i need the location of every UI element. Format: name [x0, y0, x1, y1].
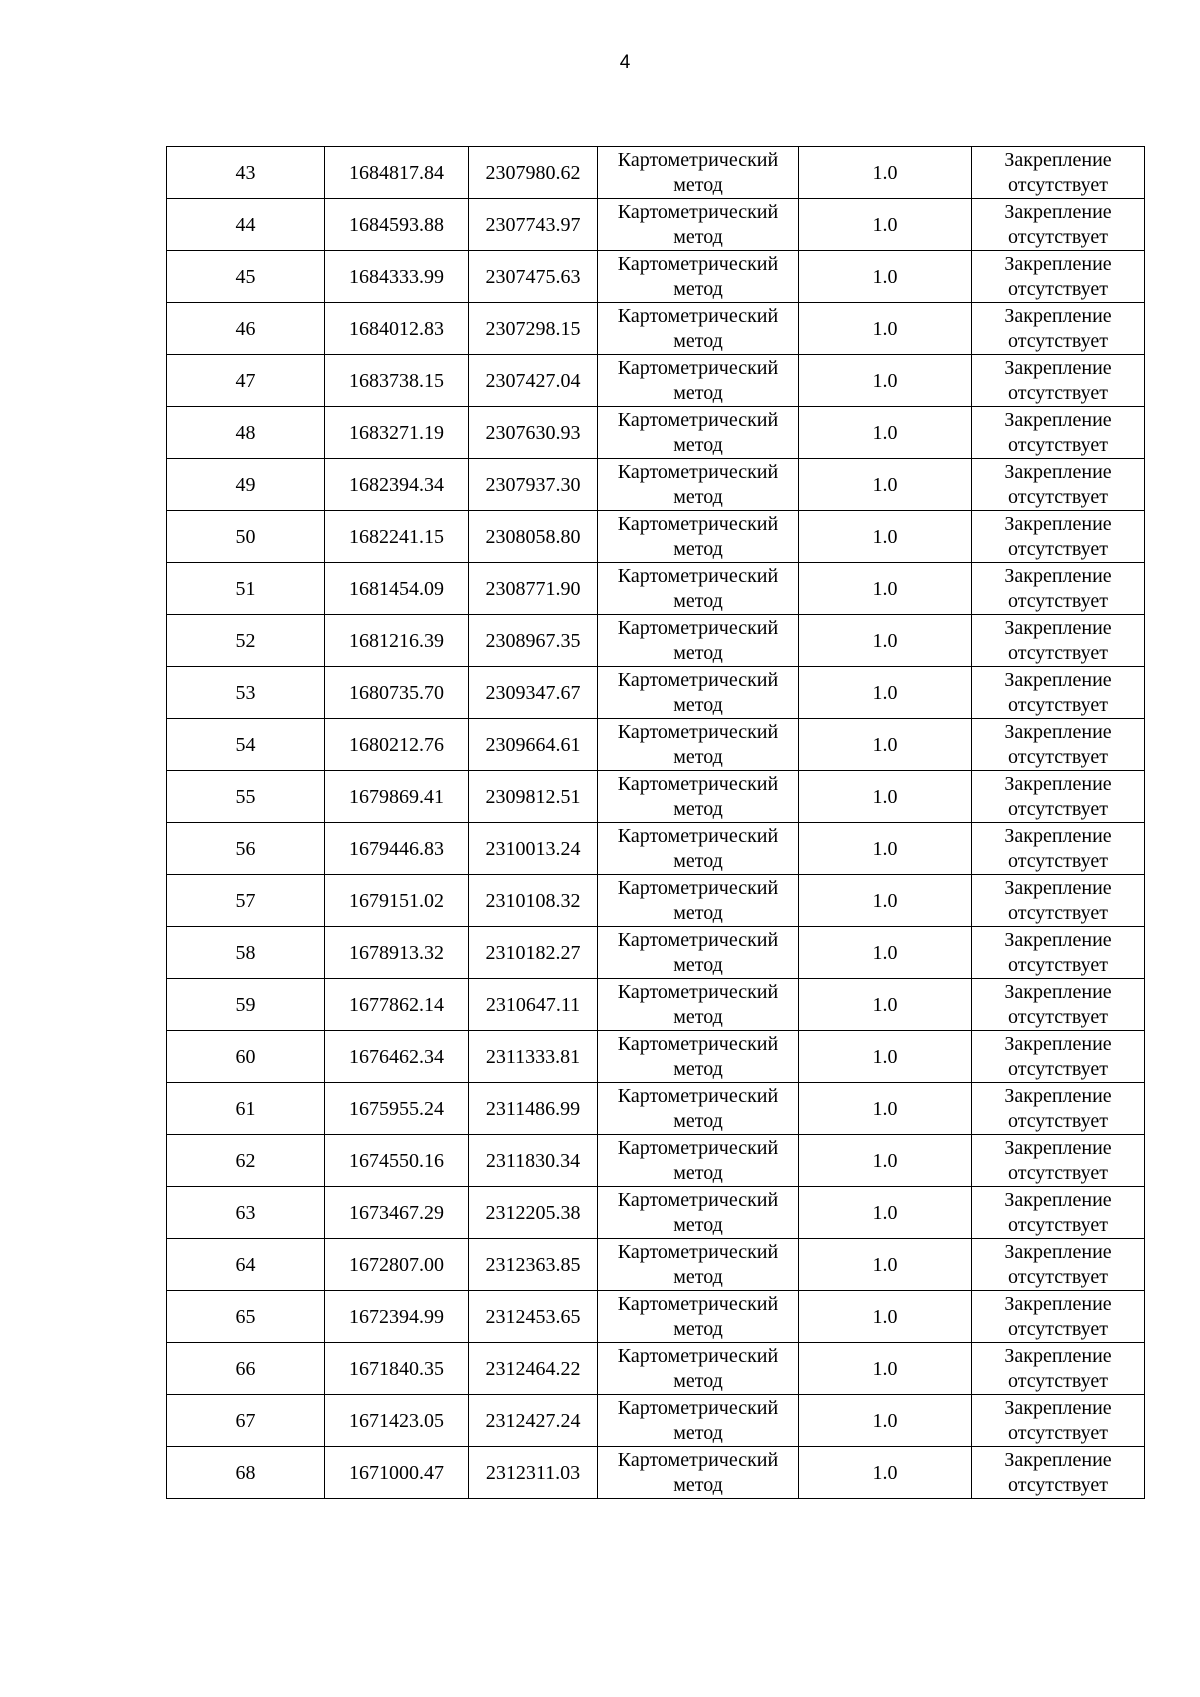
fixing-cell: Закрепление отсутствует — [972, 823, 1145, 875]
fixing-cell: Закрепление отсутствует — [972, 667, 1145, 719]
point-number-cell: 61 — [167, 1083, 325, 1135]
table-row — [167, 511, 1145, 563]
error-cell: 1.0 — [799, 147, 972, 199]
x-coordinate-cell: 1680212.76 — [325, 719, 469, 771]
table-row — [167, 563, 1145, 615]
error-cell: 1.0 — [799, 1083, 972, 1135]
error-cell: 1.0 — [799, 1447, 972, 1499]
method-cell: Картометрический метод — [598, 511, 799, 563]
fixing-cell: Закрепление отсутствует — [972, 147, 1145, 199]
error-cell: 1.0 — [799, 927, 972, 979]
x-coordinate-cell: 1681216.39 — [325, 615, 469, 667]
method-cell: Картометрический метод — [598, 1343, 799, 1395]
x-coordinate-cell: 1680735.70 — [325, 667, 469, 719]
y-coordinate-cell: 2307298.15 — [469, 303, 598, 355]
x-coordinate-cell: 1684012.83 — [325, 303, 469, 355]
method-cell: Картометрический метод — [598, 199, 799, 251]
x-coordinate-cell: 1672394.99 — [325, 1291, 469, 1343]
fixing-cell: Закрепление отсутствует — [972, 1083, 1145, 1135]
point-number-cell: 60 — [167, 1031, 325, 1083]
method-cell: Картометрический метод — [598, 355, 799, 407]
method-cell: Картометрический метод — [598, 1395, 799, 1447]
point-number-cell: 57 — [167, 875, 325, 927]
point-number-cell: 50 — [167, 511, 325, 563]
x-coordinate-cell: 1673467.29 — [325, 1187, 469, 1239]
x-coordinate-cell: 1675955.24 — [325, 1083, 469, 1135]
fixing-cell: Закрепление отсутствует — [972, 615, 1145, 667]
method-cell: Картометрический метод — [598, 1291, 799, 1343]
table-row — [167, 251, 1145, 303]
error-cell: 1.0 — [799, 823, 972, 875]
fixing-cell: Закрепление отсутствует — [972, 355, 1145, 407]
y-coordinate-cell: 2307427.04 — [469, 355, 598, 407]
method-cell: Картометрический метод — [598, 459, 799, 511]
x-coordinate-cell: 1676462.34 — [325, 1031, 469, 1083]
point-number-cell: 62 — [167, 1135, 325, 1187]
table-row — [167, 199, 1145, 251]
method-cell: Картометрический метод — [598, 927, 799, 979]
fixing-cell: Закрепление отсутствует — [972, 1447, 1145, 1499]
fixing-cell: Закрепление отсутствует — [972, 875, 1145, 927]
y-coordinate-cell: 2311830.34 — [469, 1135, 598, 1187]
error-cell: 1.0 — [799, 303, 972, 355]
point-number-cell: 68 — [167, 1447, 325, 1499]
fixing-cell: Закрепление отсутствует — [972, 1187, 1145, 1239]
fixing-cell: Закрепление отсутствует — [972, 1031, 1145, 1083]
table-row — [167, 1187, 1145, 1239]
y-coordinate-cell: 2310647.11 — [469, 979, 598, 1031]
page-number: 4 — [619, 52, 631, 73]
point-number-cell: 52 — [167, 615, 325, 667]
method-cell: Картометрический метод — [598, 147, 799, 199]
error-cell: 1.0 — [799, 667, 972, 719]
x-coordinate-cell: 1679151.02 — [325, 875, 469, 927]
coordinates-table — [166, 146, 1145, 1499]
fixing-cell: Закрепление отсутствует — [972, 927, 1145, 979]
fixing-cell: Закрепление отсутствует — [972, 199, 1145, 251]
method-cell: Картометрический метод — [598, 719, 799, 771]
point-number-cell: 51 — [167, 563, 325, 615]
point-number-cell: 46 — [167, 303, 325, 355]
fixing-cell: Закрепление отсутствует — [972, 511, 1145, 563]
method-cell: Картометрический метод — [598, 407, 799, 459]
y-coordinate-cell: 2310108.32 — [469, 875, 598, 927]
fixing-cell: Закрепление отсутствует — [972, 979, 1145, 1031]
y-coordinate-cell: 2311486.99 — [469, 1083, 598, 1135]
y-coordinate-cell: 2307937.30 — [469, 459, 598, 511]
y-coordinate-cell: 2311333.81 — [469, 1031, 598, 1083]
error-cell: 1.0 — [799, 459, 972, 511]
error-cell: 1.0 — [799, 771, 972, 823]
table-row — [167, 771, 1145, 823]
method-cell: Картометрический метод — [598, 1083, 799, 1135]
y-coordinate-cell: 2312363.85 — [469, 1239, 598, 1291]
table-row — [167, 1395, 1145, 1447]
fixing-cell: Закрепление отсутствует — [972, 719, 1145, 771]
x-coordinate-cell: 1679446.83 — [325, 823, 469, 875]
x-coordinate-cell: 1679869.41 — [325, 771, 469, 823]
error-cell: 1.0 — [799, 1187, 972, 1239]
point-number-cell: 48 — [167, 407, 325, 459]
table-row — [167, 407, 1145, 459]
table-row — [167, 875, 1145, 927]
fixing-cell: Закрепление отсутствует — [972, 1291, 1145, 1343]
y-coordinate-cell: 2308771.90 — [469, 563, 598, 615]
point-number-cell: 59 — [167, 979, 325, 1031]
error-cell: 1.0 — [799, 251, 972, 303]
error-cell: 1.0 — [799, 615, 972, 667]
error-cell: 1.0 — [799, 719, 972, 771]
fixing-cell: Закрепление отсутствует — [972, 407, 1145, 459]
table-row — [167, 719, 1145, 771]
point-number-cell: 43 — [167, 147, 325, 199]
fixing-cell: Закрепление отсутствует — [972, 1135, 1145, 1187]
method-cell: Картометрический метод — [598, 1135, 799, 1187]
point-number-cell: 53 — [167, 667, 325, 719]
y-coordinate-cell: 2307630.93 — [469, 407, 598, 459]
fixing-cell: Закрепление отсутствует — [972, 563, 1145, 615]
error-cell: 1.0 — [799, 1395, 972, 1447]
x-coordinate-cell: 1682394.34 — [325, 459, 469, 511]
method-cell: Картометрический метод — [598, 667, 799, 719]
fixing-cell: Закрепление отсутствует — [972, 1239, 1145, 1291]
x-coordinate-cell: 1677862.14 — [325, 979, 469, 1031]
method-cell: Картометрический метод — [598, 1187, 799, 1239]
table-row — [167, 303, 1145, 355]
table-row — [167, 459, 1145, 511]
y-coordinate-cell: 2312205.38 — [469, 1187, 598, 1239]
point-number-cell: 55 — [167, 771, 325, 823]
point-number-cell: 47 — [167, 355, 325, 407]
table-row — [167, 1239, 1145, 1291]
error-cell: 1.0 — [799, 1135, 972, 1187]
x-coordinate-cell: 1684333.99 — [325, 251, 469, 303]
error-cell: 1.0 — [799, 1031, 972, 1083]
y-coordinate-cell: 2308967.35 — [469, 615, 598, 667]
error-cell: 1.0 — [799, 407, 972, 459]
y-coordinate-cell: 2307475.63 — [469, 251, 598, 303]
method-cell: Картометрический метод — [598, 251, 799, 303]
y-coordinate-cell: 2307743.97 — [469, 199, 598, 251]
method-cell: Картометрический метод — [598, 771, 799, 823]
x-coordinate-cell: 1684593.88 — [325, 199, 469, 251]
table-row — [167, 667, 1145, 719]
error-cell: 1.0 — [799, 979, 972, 1031]
x-coordinate-cell: 1682241.15 — [325, 511, 469, 563]
error-cell: 1.0 — [799, 511, 972, 563]
error-cell: 1.0 — [799, 355, 972, 407]
y-coordinate-cell: 2308058.80 — [469, 511, 598, 563]
error-cell: 1.0 — [799, 875, 972, 927]
y-coordinate-cell: 2309347.67 — [469, 667, 598, 719]
method-cell: Картометрический метод — [598, 823, 799, 875]
error-cell: 1.0 — [799, 1291, 972, 1343]
method-cell: Картометрический метод — [598, 979, 799, 1031]
point-number-cell: 44 — [167, 199, 325, 251]
point-number-cell: 66 — [167, 1343, 325, 1395]
y-coordinate-cell: 2310182.27 — [469, 927, 598, 979]
error-cell: 1.0 — [799, 1239, 972, 1291]
point-number-cell: 65 — [167, 1291, 325, 1343]
method-cell: Картометрический метод — [598, 1031, 799, 1083]
fixing-cell: Закрепление отсутствует — [972, 459, 1145, 511]
y-coordinate-cell: 2312453.65 — [469, 1291, 598, 1343]
error-cell: 1.0 — [799, 1343, 972, 1395]
table-row — [167, 979, 1145, 1031]
point-number-cell: 56 — [167, 823, 325, 875]
table-row — [167, 927, 1145, 979]
table-row — [167, 1447, 1145, 1499]
coordinates-table-body — [167, 147, 1145, 1499]
x-coordinate-cell: 1678913.32 — [325, 927, 469, 979]
x-coordinate-cell: 1671000.47 — [325, 1447, 469, 1499]
table-row — [167, 1083, 1145, 1135]
x-coordinate-cell: 1681454.09 — [325, 563, 469, 615]
method-cell: Картометрический метод — [598, 615, 799, 667]
method-cell: Картометрический метод — [598, 875, 799, 927]
fixing-cell: Закрепление отсутствует — [972, 1395, 1145, 1447]
fixing-cell: Закрепление отсутствует — [972, 303, 1145, 355]
point-number-cell: 54 — [167, 719, 325, 771]
y-coordinate-cell: 2310013.24 — [469, 823, 598, 875]
method-cell: Картометрический метод — [598, 563, 799, 615]
table-row — [167, 1135, 1145, 1187]
table-row — [167, 355, 1145, 407]
point-number-cell: 67 — [167, 1395, 325, 1447]
x-coordinate-cell: 1674550.16 — [325, 1135, 469, 1187]
x-coordinate-cell: 1684817.84 — [325, 147, 469, 199]
fixing-cell: Закрепление отсутствует — [972, 251, 1145, 303]
table-row — [167, 1291, 1145, 1343]
table-row — [167, 823, 1145, 875]
y-coordinate-cell: 2312427.24 — [469, 1395, 598, 1447]
method-cell: Картометрический метод — [598, 303, 799, 355]
point-number-cell: 45 — [167, 251, 325, 303]
table-row — [167, 1031, 1145, 1083]
point-number-cell: 58 — [167, 927, 325, 979]
point-number-cell: 63 — [167, 1187, 325, 1239]
y-coordinate-cell: 2312464.22 — [469, 1343, 598, 1395]
x-coordinate-cell: 1671423.05 — [325, 1395, 469, 1447]
x-coordinate-cell: 1683271.19 — [325, 407, 469, 459]
x-coordinate-cell: 1683738.15 — [325, 355, 469, 407]
y-coordinate-cell: 2307980.62 — [469, 147, 598, 199]
fixing-cell: Закрепление отсутствует — [972, 771, 1145, 823]
table-row — [167, 1343, 1145, 1395]
method-cell: Картометрический метод — [598, 1239, 799, 1291]
y-coordinate-cell: 2309664.61 — [469, 719, 598, 771]
table-row — [167, 147, 1145, 199]
point-number-cell: 64 — [167, 1239, 325, 1291]
method-cell: Картометрический метод — [598, 1447, 799, 1499]
y-coordinate-cell: 2309812.51 — [469, 771, 598, 823]
fixing-cell: Закрепление отсутствует — [972, 1343, 1145, 1395]
x-coordinate-cell: 1671840.35 — [325, 1343, 469, 1395]
table-row — [167, 615, 1145, 667]
point-number-cell: 49 — [167, 459, 325, 511]
error-cell: 1.0 — [799, 199, 972, 251]
error-cell: 1.0 — [799, 563, 972, 615]
x-coordinate-cell: 1672807.00 — [325, 1239, 469, 1291]
y-coordinate-cell: 2312311.03 — [469, 1447, 598, 1499]
